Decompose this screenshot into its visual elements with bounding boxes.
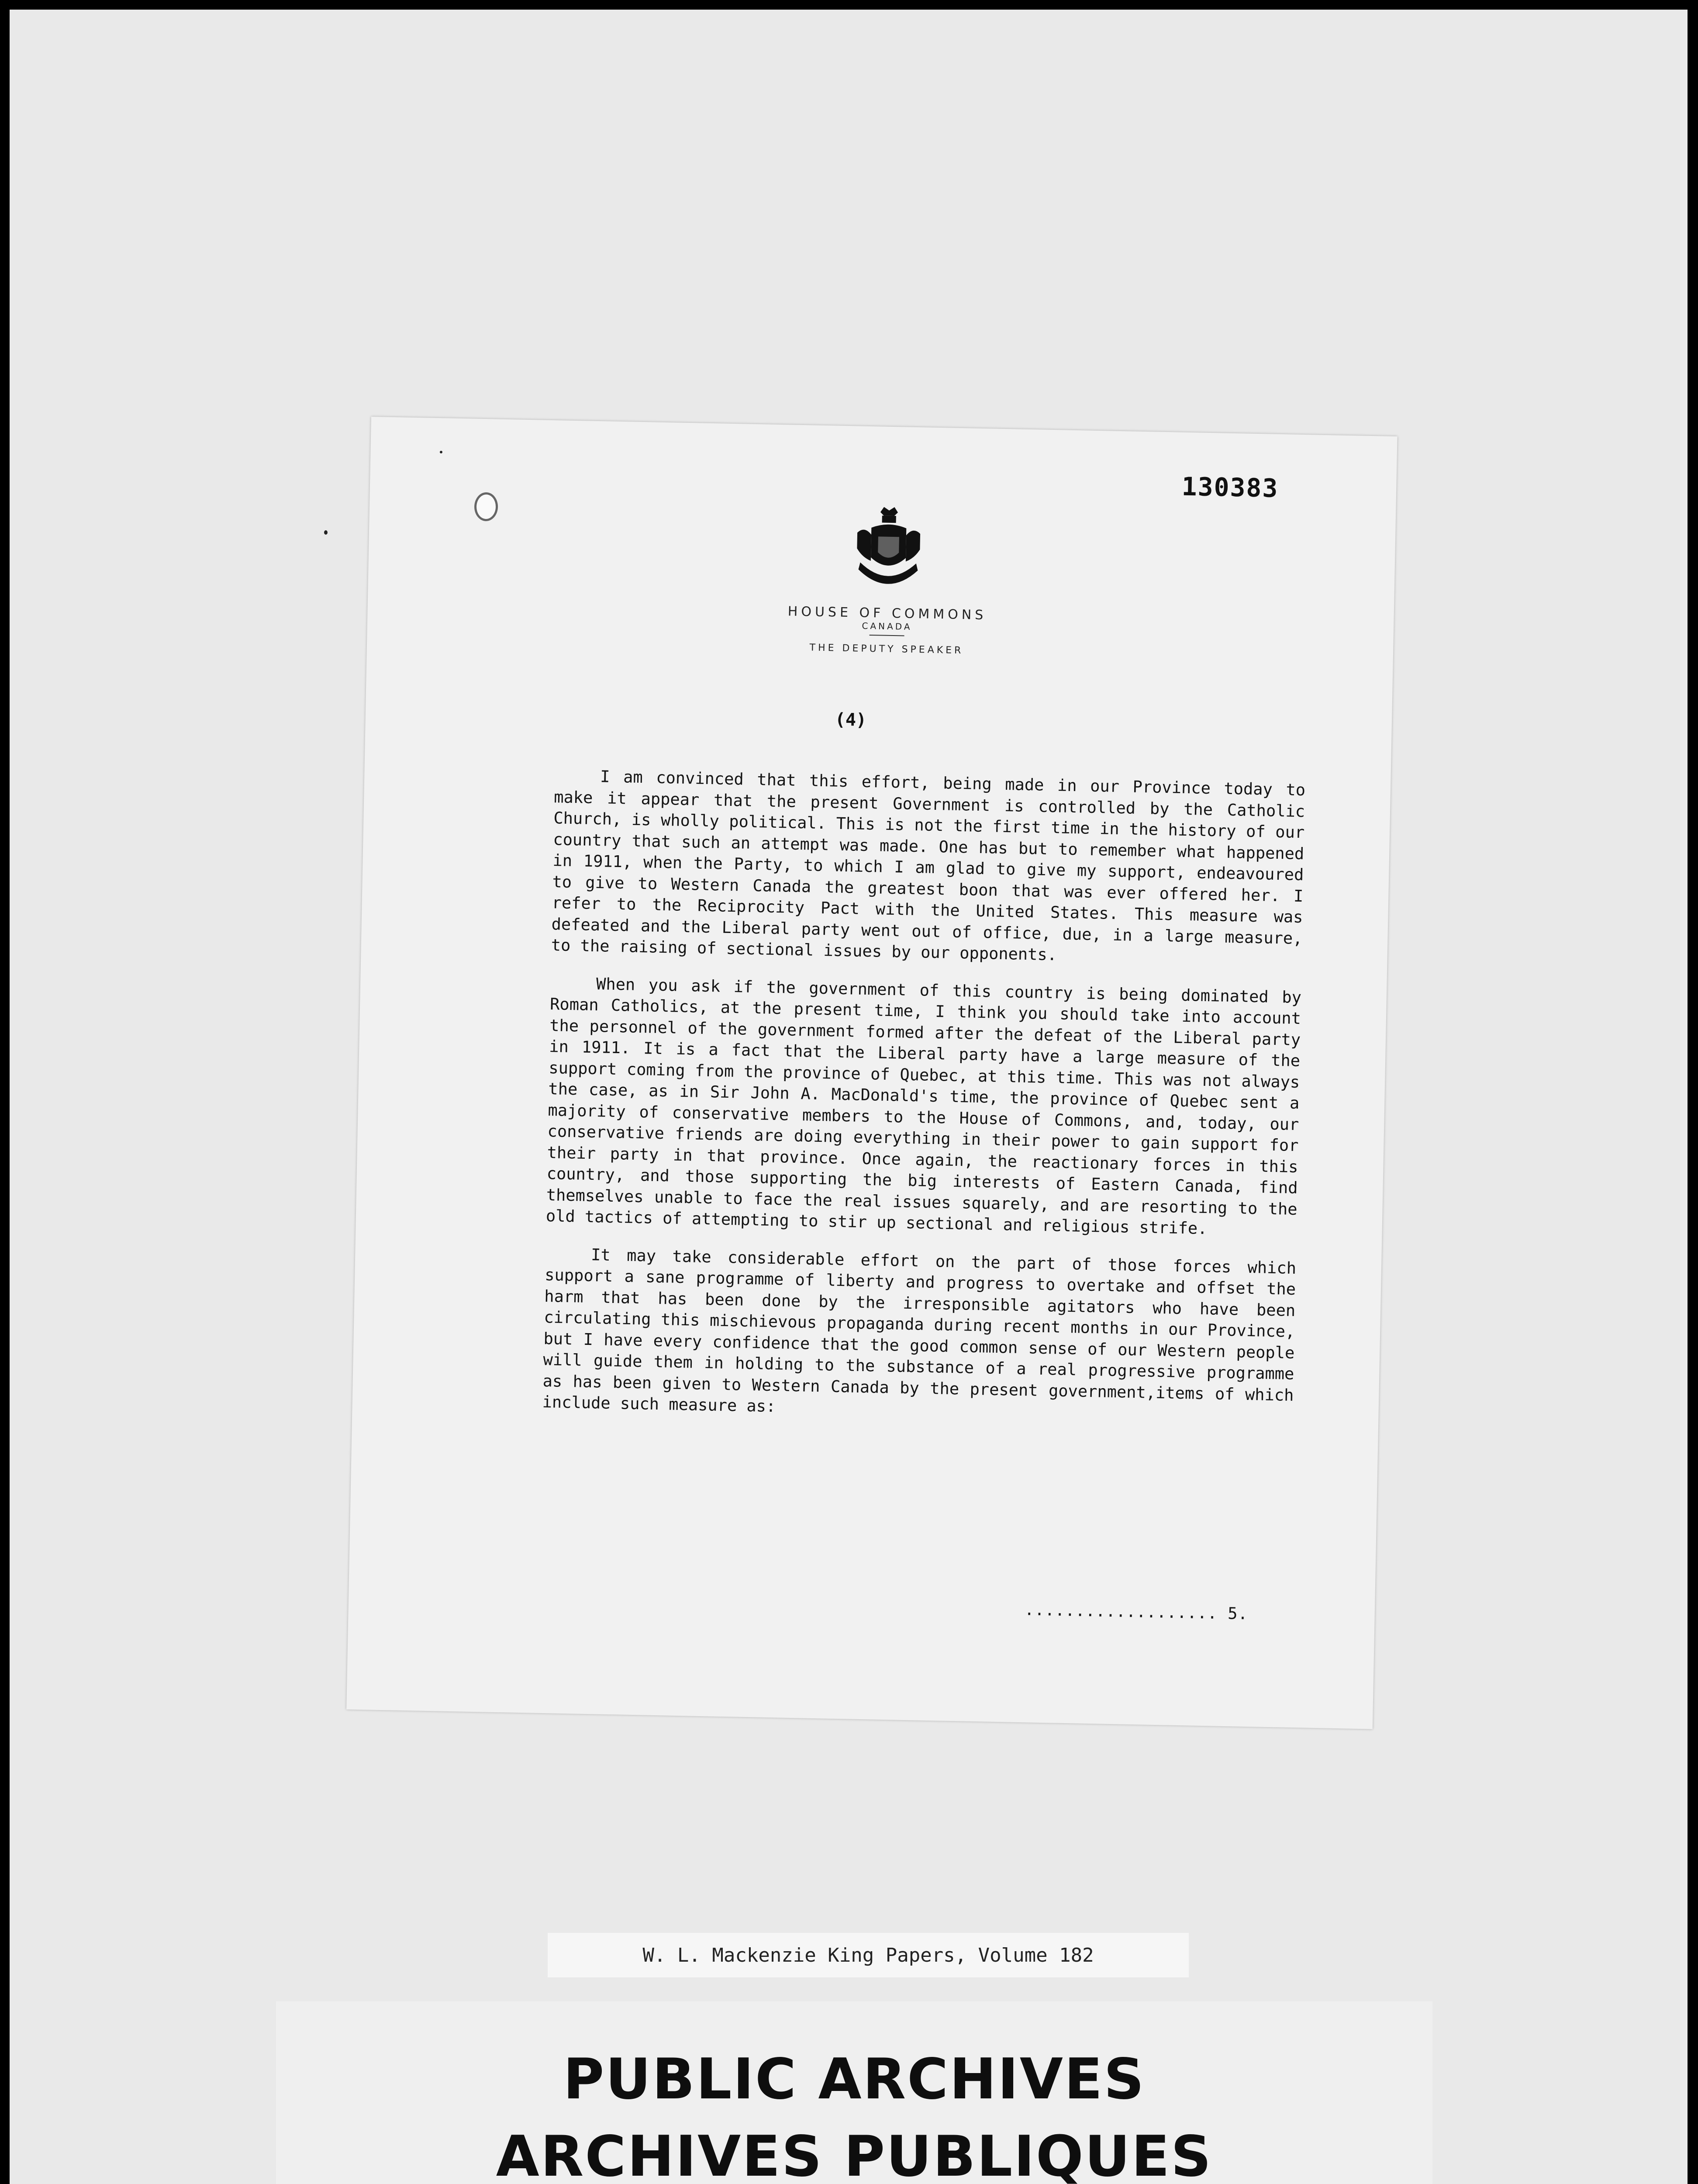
archive-label: W. L. Mackenzie King Papers, Volume 182 <box>548 1933 1189 1977</box>
continuation-marker: ................... 5. <box>1024 1600 1249 1624</box>
archive-mount-board <box>10 10 1688 2184</box>
letter-body <box>542 765 1306 1444</box>
letterhead <box>760 503 1016 657</box>
letterhead-country: CANADA <box>862 620 912 632</box>
page-marker: (4) <box>835 709 867 730</box>
stamp-line-french: ARCHIVES PUBLIQUES <box>496 2124 1213 2184</box>
coat-of-arms-icon <box>844 505 933 602</box>
paragraph-1: I am convinced that this effort, being made in our Province today to make it appear that the present Government is controlled by the Catholic Church, is wholly political. This is not the first time in the history of our country that such an attempt was made. One has but to remember what happened in 1911, when the Party, to which I am glad to give my support, endeavoured to give to Western Canada the greatest boon that was ever offered her. I refer to the Reciprocity Pact with the United States. This measure was defeated and the Liberal party went out of office, due, in a large measure, to the raising of sectional issues by our opponents. <box>551 767 1306 964</box>
punch-hole <box>474 492 498 522</box>
letterhead-house: HOUSE OF COMMONS <box>787 604 987 623</box>
dust-speck <box>324 530 328 535</box>
letter-page <box>346 417 1397 1729</box>
archives-stamp <box>276 2001 1432 2184</box>
paragraph-3: It may take considerable effort on the part of those forces which support a sane programme of liberty and progress to overtake and offset the harm that has been done by the irresponsible agitators who have been circulating this mischievous propaganda during recent months in our Province, but I have every confidence that the good common sense of our Western people will guide them in holding to the substance of a real progressive programme as has been given to Western Canada by the present government,items of which include such measure as: <box>542 1245 1297 1416</box>
letterhead-divider <box>870 635 904 636</box>
letterhead-office: THE DEPUTY SPEAKER <box>809 642 964 657</box>
document-number: 130383 <box>1181 471 1279 503</box>
dust-speck <box>440 451 442 453</box>
stamp-line-english: PUBLIC ARCHIVES <box>563 2046 1146 2112</box>
paragraph-2: When you ask if the government of this country is being dominated by Roman Catholics, at the present time, I think you should take into account the personnel of the government formed after the defeat of the Liberal party in 1911. It is a fact that the Liberal party have a large measure of the support coming from the province of Quebec, at this time. This was not always the case, as in Sir John A. MacDonald's time, the province of Quebec sent a majority of conservative members to the House of Commons, and, today, our conservative friends are doing everything in their power to gain support for their party in that province. Once again, the reactionary forces in this country, and those supporting the big interests of Eastern Canada, find themselves unable to face the real issues squarely, and are resorting to the old tactics of attempting to stir up sectional and religious strife. <box>545 974 1302 1238</box>
